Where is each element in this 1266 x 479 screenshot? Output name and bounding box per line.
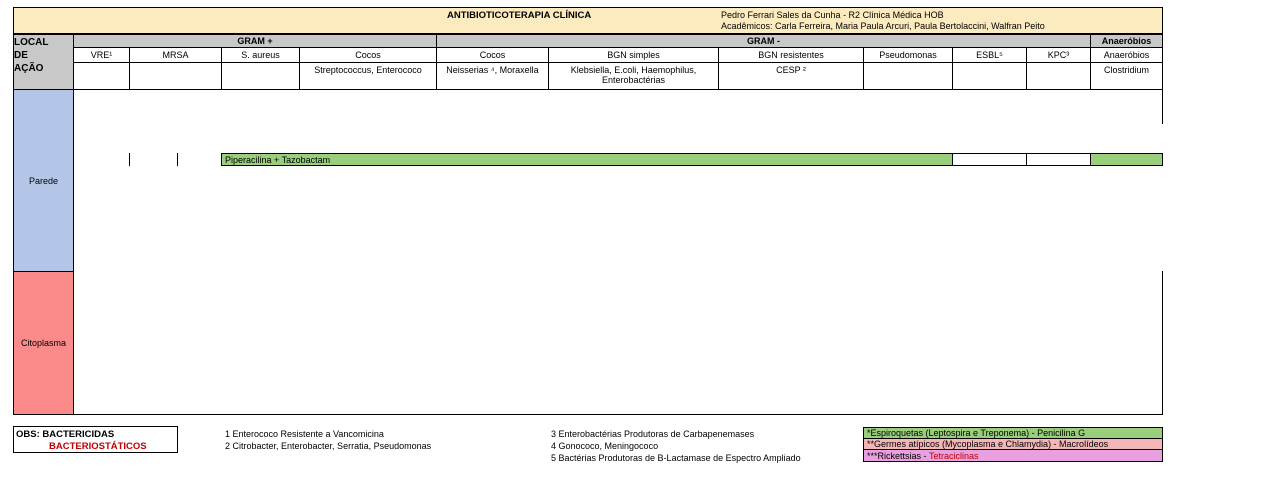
drug-bar-piperacilina: Piperacilina + Tazobactam bbox=[221, 153, 953, 166]
local-line3: AÇÃO bbox=[14, 63, 44, 74]
note-1: 1 Enterococo Resistente a Vancomicina bbox=[225, 429, 384, 439]
col-kpc: KPC³ bbox=[1026, 47, 1091, 63]
obs-bacteriostaticos: BACTERIOSTÁTICOS bbox=[49, 441, 147, 452]
ex-s-aureus bbox=[221, 62, 300, 90]
local-line1: LOCAL bbox=[14, 37, 49, 48]
note-5: 5 Bactérias Produtoras de B-Lactamase de Espectro Ampliado bbox=[551, 453, 801, 463]
col-esbl: ESBL⁵ bbox=[952, 47, 1027, 63]
row-citoplasma: Citoplasma bbox=[13, 271, 74, 415]
col-vre: VRE¹ bbox=[73, 47, 130, 63]
tick-mrsa bbox=[177, 153, 178, 166]
legend-rickettsias bbox=[863, 449, 1163, 462]
col-bgn-simples: BGN simples bbox=[548, 47, 719, 63]
drug-cell-anaerobios bbox=[1090, 153, 1163, 166]
col-cocos-pos: Cocos bbox=[299, 47, 437, 63]
ex-bgn-resistentes: CESP ² bbox=[718, 62, 864, 90]
ex-cocos-pos: Streptococcus, Enterococo bbox=[299, 62, 437, 90]
tick-vre bbox=[129, 153, 130, 166]
note-3: 3 Enterobactérias Produtoras de Carbapenemases bbox=[551, 429, 755, 439]
academics-line: Acadêmicos: Carla Ferreira, Maria Paula Arcuri, Paula Bertolaccini, Walfran Peito bbox=[721, 21, 1045, 31]
drug-cell-kpc bbox=[1026, 153, 1091, 166]
legend-tetraciclinas: Tetraciclinas bbox=[929, 450, 979, 461]
group-gram-neg: GRAM - bbox=[436, 34, 1091, 48]
page-title: ANTIBIOTICOTERAPIA CLÍNICA bbox=[447, 10, 592, 21]
body-right-border-lower bbox=[1162, 271, 1163, 415]
ex-cocos-neg: Neisserias ⁴, Moraxella bbox=[436, 62, 549, 90]
body-right-border bbox=[1162, 89, 1163, 124]
local-header bbox=[13, 34, 74, 90]
col-cocos-neg: Cocos bbox=[436, 47, 549, 63]
ex-mrsa bbox=[129, 62, 222, 90]
drug-cell-esbl bbox=[952, 153, 1027, 166]
ex-pseudomonas bbox=[863, 62, 953, 90]
ex-esbl bbox=[952, 62, 1027, 90]
legend-espiroquetas: *Espiroquetas (Leptospira e Treponema) - Penicilina G bbox=[863, 427, 1163, 439]
col-pseudomonas: Pseudomonas bbox=[863, 47, 953, 63]
col-mrsa: MRSA bbox=[129, 47, 222, 63]
col-bgn-resistentes: BGN resistentes bbox=[718, 47, 864, 63]
ex-anaerobios: Clostridium bbox=[1090, 62, 1163, 90]
ex-kpc bbox=[1026, 62, 1091, 90]
col-s-aureus: S. aureus bbox=[221, 47, 300, 63]
author-line: Pedro Ferrari Sales da Cunha - R2 Clínica Médica HOB bbox=[721, 10, 944, 20]
group-anaerobios: Anaeróbios bbox=[1090, 34, 1163, 48]
group-gram-pos: GRAM + bbox=[73, 34, 437, 48]
legend-atipicos: **Germes atípicos (Mycoplasma e Chlamydia) - Macrolídeos bbox=[863, 438, 1163, 450]
obs-bactericidas: OBS: BACTERICIDAS bbox=[16, 429, 115, 440]
ex-vre bbox=[73, 62, 130, 90]
note-4: 4 Gonococo, Meningococo bbox=[551, 441, 659, 451]
body-bottom-border bbox=[13, 414, 1163, 415]
ex-bgn-simples: Klebsiella, E.coli, Haemophilus, Enterobactérias bbox=[548, 62, 719, 90]
local-line2: DE bbox=[14, 50, 28, 61]
col-anaerobios: Anaeróbios bbox=[1090, 47, 1163, 63]
note-2: 2 Citrobacter, Enterobacter, Serratia, Pseudomonas bbox=[225, 441, 432, 451]
row-parede: Parede bbox=[13, 89, 74, 272]
legend-rickettsias-label: ***Rickettsias - bbox=[867, 450, 930, 461]
